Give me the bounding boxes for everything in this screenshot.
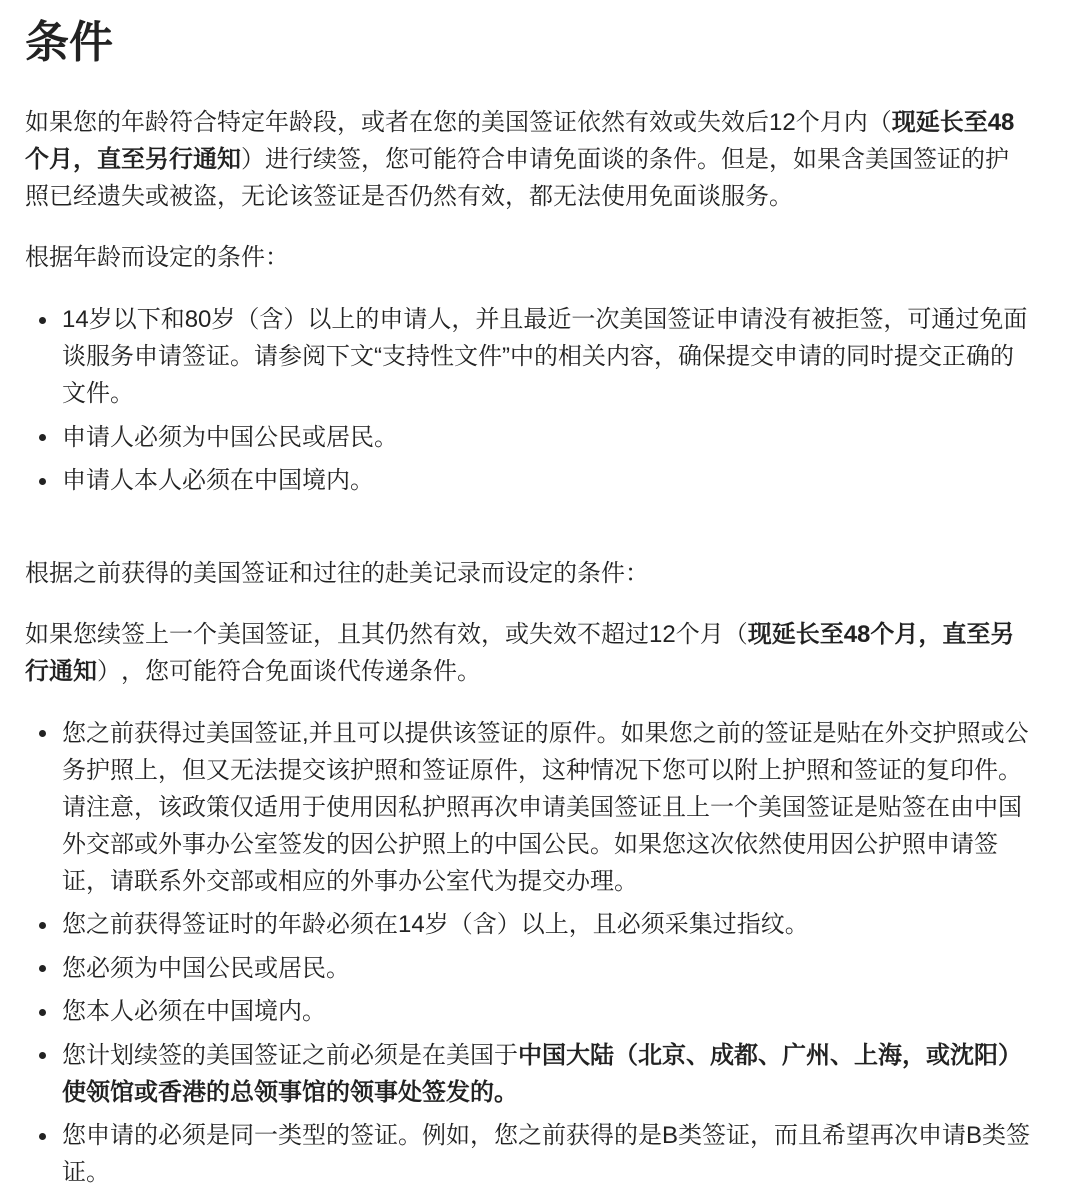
bullet-icon <box>39 1133 46 1140</box>
prior-visa-conditions-heading: 根据之前获得的美国签证和过往的赴美记录而设定的条件： <box>25 559 649 587</box>
list-item <box>25 1117 1034 1191</box>
list-item-text: 您之前获得过美国签证,并且可以提供该签证的原件。如果您之前的签证是贴在外交护照或公务护照上，但又无法提交该护照和签证原件，这种情况下您可以附上护照和签证的复印件。请注意，该政策仅适用于使用因私护照再次申请美国签证且上一个美国签证是贴签在由中国外交部或外事办公室签发的因公护照上的中国公民。如果您这次依然使用因公护照申请签证，请联系外交部或相应的外事办公室代为提交办理。 <box>62 719 1029 895</box>
age-conditions-heading: 根据年龄而设定的条件： <box>25 244 289 271</box>
list-item-text: 您必须为中国公民或居民。 <box>62 954 350 982</box>
age-conditions-list <box>25 301 1034 499</box>
list-item-text: 您之前获得签证时的年龄必须在14岁（含）以上，且必须采集过指纹。 <box>62 911 809 938</box>
list-item <box>25 462 1034 499</box>
list-item-text: 您本人必须在中国境内。 <box>62 998 326 1025</box>
bullet-icon <box>39 730 46 737</box>
bullet-icon <box>39 922 46 929</box>
bullet-icon <box>39 434 46 441</box>
intro-paragraph <box>25 104 1021 215</box>
bullet-icon <box>39 317 46 324</box>
list-item-emphasis: 中国大陆（北京、成都、广州、上海，或沈阳）使领馆或香港的总领事馆的领事处签发的。 <box>62 1041 1022 1106</box>
list-item-text: 您申请的必须是同一类型的签证。例如，您之前获得的是B类签证，而且希望再次申请B类签证。 <box>62 1122 1031 1186</box>
prior-visa-intro-text: 如果您续签上一个美国签证，且其仍然有效，或失效不超过12个月（ <box>25 620 748 648</box>
list-item-text: 申请人本人必须在中国境内。 <box>62 467 374 494</box>
list-item <box>25 993 1034 1030</box>
bullet-icon <box>39 965 46 972</box>
list-item-text: 申请人必须为中国公民或居民。 <box>62 423 398 451</box>
list-item-text: 14岁以下和80岁（含）以上的申请人，并且最近一次美国签证申请没有被拒签，可通过免面谈服务申请签证。请参阅下文“支持性文件”中的相关内容，确保提交申请的同时提交正确的文件。 <box>62 306 1028 407</box>
page-title: 条件 <box>25 18 113 67</box>
prior-visa-intro-paragraph <box>25 616 1021 690</box>
list-item <box>25 1037 1034 1111</box>
prior-visa-conditions-list <box>25 715 1034 1192</box>
list-item <box>25 715 1034 900</box>
intro-emphasis: 现延长至48个月，直至另行通知 <box>25 109 1015 173</box>
list-item <box>25 301 1034 412</box>
list-item-text: 您计划续签的美国签证之前必须是在美国于 <box>62 1041 518 1069</box>
bullet-icon <box>39 478 46 485</box>
bullet-icon <box>39 1052 46 1059</box>
bullet-icon <box>39 1009 46 1016</box>
list-item <box>25 906 1034 943</box>
list-item <box>25 419 1034 456</box>
prior-visa-intro-text: ），您可能符合免面谈代传递条件。 <box>97 657 481 685</box>
prior-visa-intro-emphasis: 现延长至48个月，直至另行通知 <box>25 620 1015 685</box>
list-item <box>25 950 1034 987</box>
intro-text: 如果您的年龄符合特定年龄段，或者在您的美国签证依然有效或失效后12个月内（ <box>25 109 892 136</box>
intro-text: ）进行续签，您可能符合申请免面谈的条件。但是，如果含美国签证的护照已经遗失或被盗，无论该签证是否仍然有效，都无法使用免面谈服务。 <box>25 146 1009 210</box>
